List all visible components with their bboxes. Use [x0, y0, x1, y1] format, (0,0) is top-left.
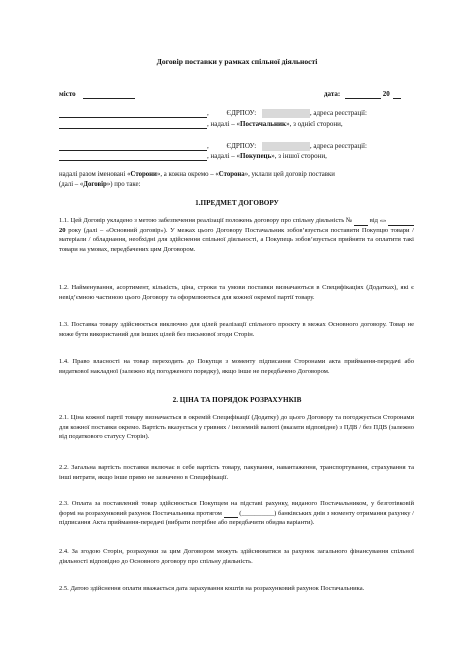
paragraph-1-4: 1.4. Право власності на товар переходить до Покупця з моменту підписання Сторонами акта приймання-передачі або видаткової накладної (залежно від погодженого порядку), якщо інше не передбачено Договором.: [59, 358, 414, 375]
intro-text-1: надалі разом іменовані «: [59, 171, 131, 178]
paragraph-2-5: 2.5. Датою здійснення оплати вважається дата зарахування коштів на розрахунковий рахунок Постачальника.: [59, 585, 365, 592]
party2-role: Покупець: [240, 152, 272, 160]
party1-address-label: , адреса реєстрації:: [309, 109, 367, 117]
intro-text-5: ») про таке:: [106, 181, 141, 188]
intro-contract: Договір: [83, 181, 107, 188]
party1-edrpou-field[interactable]: [262, 109, 310, 118]
date-label: дата:: [324, 90, 341, 98]
party1-name-field[interactable]: [59, 110, 207, 118]
section-1-heading: 1.ПРЕДМЕТ ДОГОВОРУ: [195, 199, 279, 207]
intro-text-3: », уклали цей договір поставки: [244, 171, 335, 178]
payment-days-field[interactable]: [224, 511, 238, 518]
section-2-heading: 2. ЦІНА ТА ПОРЯДОК РОЗРАХУНКІВ: [172, 396, 302, 404]
p1-1-text-d: року (далі – «Основний договір»). У межах цього Договору Постачальник зобов’язується поставити Покупцю товари / матеріали / обладнання, необхідні для здійснення спільної діяльності, а Покупець зобов’язується прийняти та оплатити такі товари на умовах, передбачених цим Договором.: [59, 226, 415, 253]
party1-line1: , ЄДРПОУ: , адреса реєстрації:: [59, 109, 367, 118]
city-date-line: [59, 90, 135, 99]
city-label: місто: [59, 90, 76, 98]
p2-3-text-a: 2.3. Оплата за поставлений товар здійснюється Покупцем на підставі рахунку, виданого Постачальником, у безготівковій формі на розрахунковий рахунок Постачальника протягом: [59, 500, 414, 517]
party2-line2: [59, 152, 327, 161]
p1-1-year: 20: [59, 226, 66, 234]
party2-name-field[interactable]: [59, 143, 207, 151]
date-line: [324, 90, 401, 99]
party1-line2: [59, 120, 343, 129]
paragraph-2-2: 2.2. Загальна вартість поставки включає в себе вартість товару, пакування, навантаження, транспортування, страхування та інші витрати, якщо інше прямо не зазначено в Специфікації.: [59, 464, 414, 481]
party1-role-post: », з однієї сторони,: [286, 120, 343, 128]
p1-1-text-b: від «»: [369, 217, 387, 224]
paragraph-2-4: 2.4. За згодою Сторін, розрахунки за цим Договором можуть здійснюватися за рахунок загального фінансування спільної діяльності відповідно до Основного договору про спільну діяльність.: [59, 548, 414, 565]
party2-edrpou-field[interactable]: [262, 142, 310, 151]
party1-role: Постачальник: [240, 120, 287, 128]
party1-address-field[interactable]: [59, 121, 207, 129]
paragraph-2-1: 2.1. Ціна кожної партії товару визначається в окремій Специфікації (Додатку) до цього Договору та погоджується Сторонами для кожної поставки окремо. Вартість вказується у гривнях / іноземній валюті (вказати відповідне) з ПДВ / без ПДВ (залежно від податкового статусу Сторін).: [59, 414, 414, 441]
intro-line2: [59, 180, 140, 189]
party2-role-post: », з іншої сторони,: [271, 152, 327, 160]
year-field[interactable]: [393, 91, 401, 99]
intro-sides: Сторони: [130, 171, 157, 178]
party2-line1: , ЄДРПОУ: , адреса реєстрації:: [59, 142, 367, 151]
document-title: Договір поставки у рамках спільної діяльності: [156, 57, 318, 66]
city-field[interactable]: [83, 91, 135, 99]
intro-side: Сторона: [218, 171, 245, 178]
intro-text-2: », а кожна окремо – «: [156, 171, 219, 178]
party2-address-field[interactable]: [59, 153, 207, 161]
party2-role-pre: , надалі – «: [207, 152, 241, 160]
party1-role-pre: , надалі – «: [207, 120, 241, 128]
contract-number-field[interactable]: [354, 219, 368, 226]
date-field[interactable]: [345, 91, 381, 99]
intro-line1: [59, 170, 335, 179]
year-prefix: 20: [382, 90, 390, 98]
paragraph-1-3: 1.3. Поставка товару здійснюється виключно для цілей реалізації спільного проєкту в межах Основного договору. Товар не може бути використаний для інших цілей без письмової згоди Сторін.: [59, 321, 414, 338]
contract-date-field[interactable]: [388, 219, 414, 226]
p1-1-text-a: 1.1. Цей Договір укладено з метою забезпечення реалізації положень договору про спільну діяльність №: [59, 217, 353, 224]
party2-edrpou-label: ЄДРПОУ:: [226, 142, 257, 150]
paragraph-1-2: 1.2. Найменування, асортимент, кількість, ціна, строки та умови поставки визначаються в Специфікаціях (Додатках), які є невід’ємною частиною цього Договору та оформлюються для кожної окремої партії товару.: [59, 284, 414, 301]
party1-edrpou-label: ЄДРПОУ:: [226, 109, 257, 117]
paragraph-1-1: [59, 216, 414, 254]
p2-3-text-b: (__________) банківських днів з моменту отримання рахунку / підписання Акта приймання-передачі (вибрати потрібне або передбачити обидва варіанти).: [59, 509, 414, 527]
party2-address-label: , адреса реєстрації:: [309, 142, 367, 150]
intro-text-4: (далі – «: [59, 181, 84, 188]
paragraph-2-3: [59, 499, 414, 528]
